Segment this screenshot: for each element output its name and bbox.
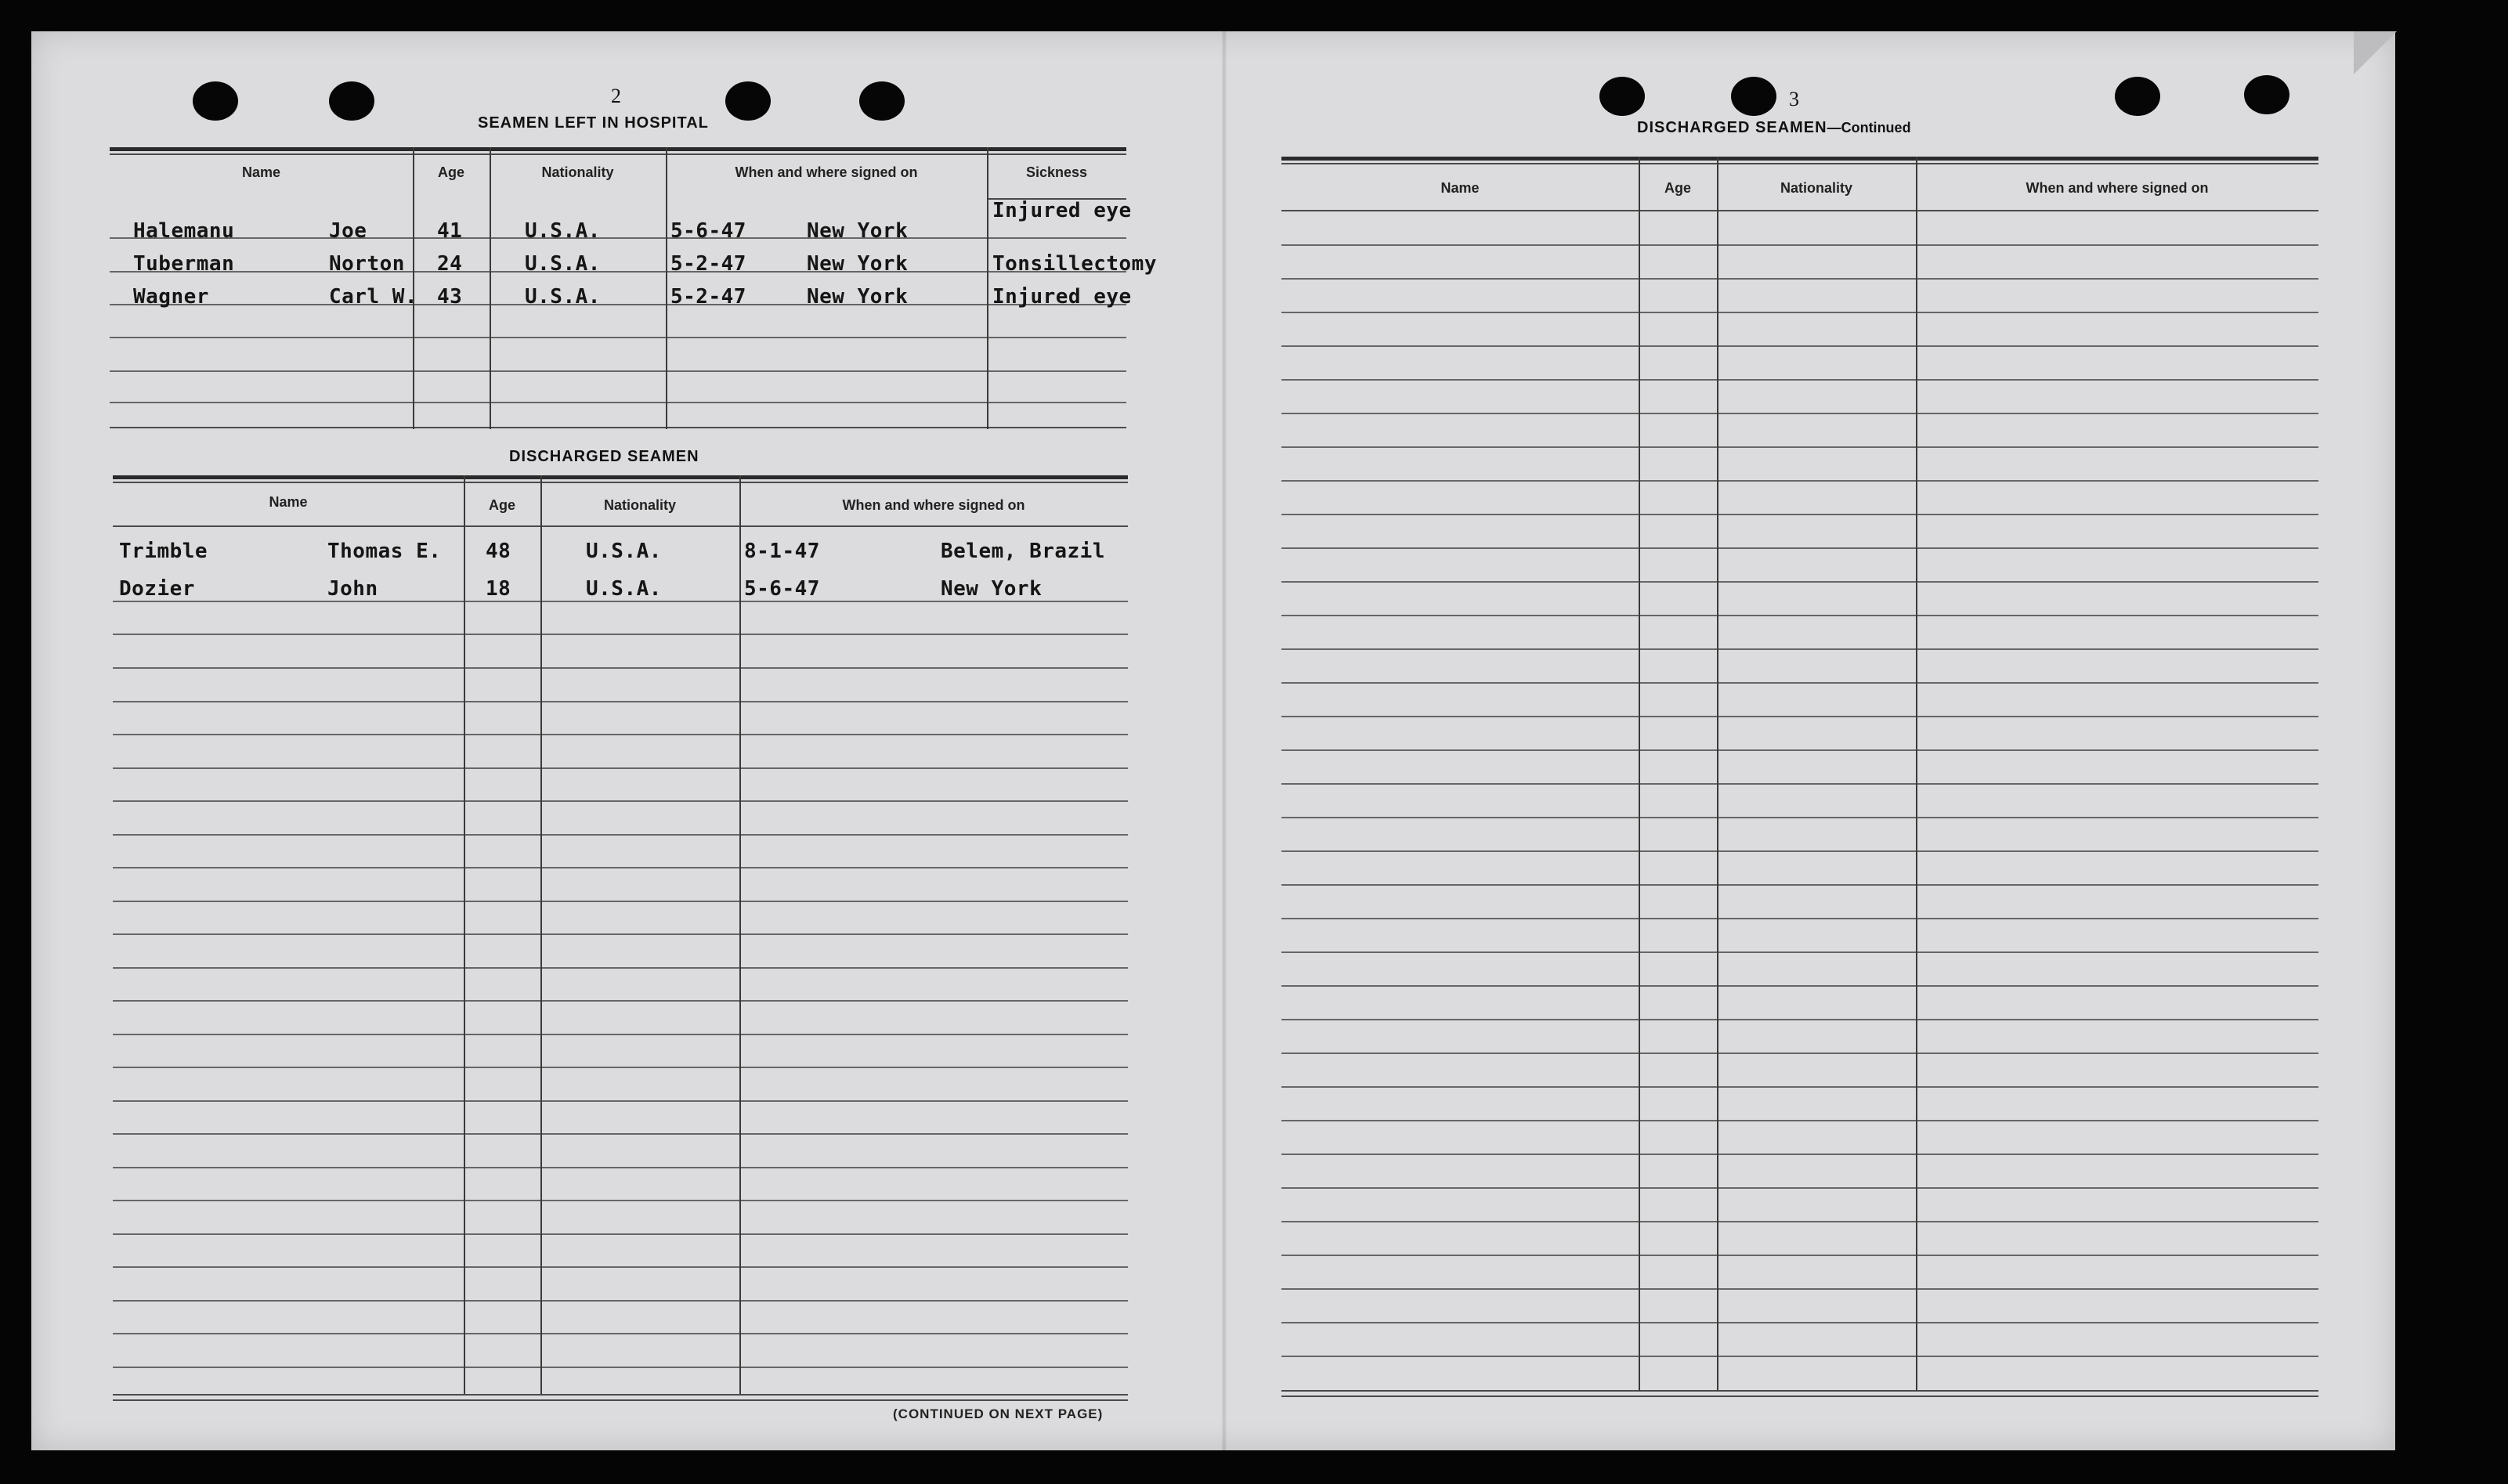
discharged-section-title: DISCHARGED SEAMEN xyxy=(509,448,699,465)
punch-hole xyxy=(193,81,238,121)
page-number: 3 xyxy=(1789,88,1799,110)
col-header-signed-on: When and where signed on xyxy=(735,164,918,180)
table-row-age: 18 xyxy=(486,577,511,601)
col-header-signed-on: When and where signed on xyxy=(842,497,1025,513)
table-row-date: 5-2-47 xyxy=(670,252,746,276)
table-row-nationality: U.S.A. xyxy=(586,577,662,601)
page-number: 2 xyxy=(611,85,621,107)
table-row-sickness: Injured eye xyxy=(992,199,1132,222)
table-row-place: New York xyxy=(807,219,909,243)
punch-hole xyxy=(329,81,374,121)
punch-hole xyxy=(1599,77,1645,116)
table-row-last-name: Tuberman xyxy=(133,252,235,276)
discharged-table xyxy=(113,475,1128,1402)
table-row-age: 24 xyxy=(437,252,463,276)
punch-hole xyxy=(2244,75,2289,114)
table-row-date: 5-2-47 xyxy=(670,285,746,309)
table-row-last-name: Trimble xyxy=(119,540,208,563)
table-row-nationality: U.S.A. xyxy=(525,285,601,309)
punch-hole xyxy=(725,81,771,121)
discharged-continued-title xyxy=(1637,119,1911,137)
hospital-section-title: SEAMEN LEFT IN HOSPITAL xyxy=(478,114,709,132)
col-header-nationality: Nationality xyxy=(1780,180,1852,196)
table-row-sickness: Tonsillectomy xyxy=(992,252,1157,276)
table-row-last-name: Halemanu xyxy=(133,219,235,243)
table-row-nationality: U.S.A. xyxy=(525,219,601,243)
page-fold xyxy=(1222,31,1227,1450)
table-row-nationality: U.S.A. xyxy=(586,540,662,563)
col-header-age: Age xyxy=(488,497,515,513)
punch-hole xyxy=(2115,77,2160,116)
col-header-name: Name xyxy=(1440,180,1480,196)
discharged-continued-table xyxy=(1281,157,2318,1402)
punch-hole xyxy=(1731,77,1776,116)
table-row-date: 5-6-47 xyxy=(744,577,820,601)
table-row-last-name: Dozier xyxy=(119,577,195,601)
table-row-nationality: U.S.A. xyxy=(525,252,601,276)
table-row-first-name: Joe xyxy=(329,219,367,243)
table-row-date: 5-6-47 xyxy=(670,219,746,243)
table-row-place: New York xyxy=(807,285,909,309)
table-row-age: 43 xyxy=(437,285,463,309)
col-header-nationality: Nationality xyxy=(603,497,676,513)
table-row-sickness: Injured eye xyxy=(992,285,1132,309)
col-header-name: Name xyxy=(269,494,308,510)
table-row-first-name: Thomas E. xyxy=(327,540,442,563)
table-row-first-name: Norton xyxy=(329,252,405,276)
col-header-age: Age xyxy=(1664,180,1691,196)
title-suffix: —Continued xyxy=(1827,120,1911,135)
table-row-place: New York xyxy=(941,577,1043,601)
table-row-first-name: John xyxy=(327,577,378,601)
table-row-place: Belem, Brazil xyxy=(941,540,1105,563)
hospital-table xyxy=(110,147,1157,429)
table-row-age: 48 xyxy=(486,540,511,563)
col-header-nationality: Nationality xyxy=(541,164,614,180)
title-main: DISCHARGED SEAMEN xyxy=(1637,119,1827,136)
table-row-place: New York xyxy=(807,252,909,276)
col-header-signed-on: When and where signed on xyxy=(2026,180,2209,196)
table-row-date: 8-1-47 xyxy=(744,540,820,563)
continued-footer: (CONTINUED ON NEXT PAGE) xyxy=(893,1406,1104,1421)
table-row-last-name: Wagner xyxy=(133,285,209,309)
col-header-age: Age xyxy=(437,164,464,180)
table-row-age: 41 xyxy=(437,219,463,243)
folded-corner xyxy=(2354,31,2397,74)
col-header-name: Name xyxy=(241,164,281,180)
col-header-sickness: Sickness xyxy=(1025,164,1088,180)
table-row-first-name: Carl W. xyxy=(329,285,418,309)
punch-hole xyxy=(859,81,905,121)
